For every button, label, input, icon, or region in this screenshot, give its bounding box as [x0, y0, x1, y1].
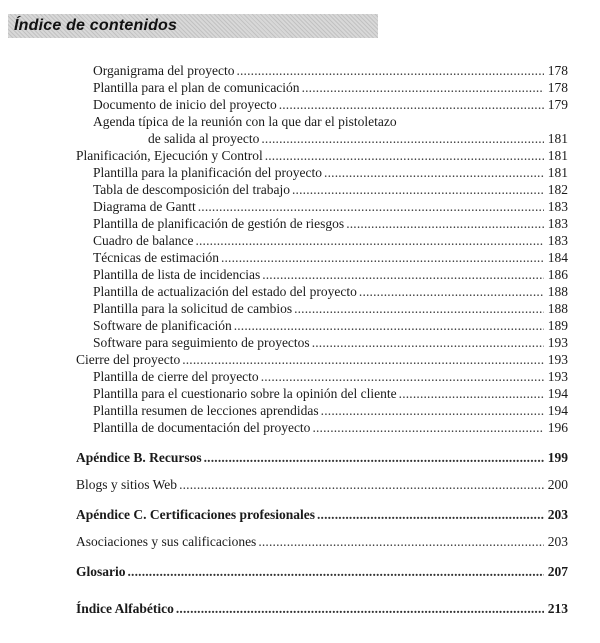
toc-entry-title: Software de planificación — [93, 318, 232, 333]
toc-entry-page: 193 — [547, 369, 568, 384]
toc-entry-title: Diagrama de Gantt — [93, 199, 196, 214]
toc-dot-leader — [321, 402, 544, 419]
toc-entry-title: Software para seguimiento de proyectos — [93, 335, 310, 350]
toc-dot-leader — [262, 266, 544, 283]
toc-entry-page: 200 — [547, 477, 568, 492]
toc-entry-documentacion-proyecto[interactable] — [76, 419, 568, 436]
toc-entry-title: Plantilla de documentación del proyecto — [93, 420, 311, 435]
toc-entry-lecciones-aprendidas[interactable] — [76, 402, 568, 419]
toc-entry-page: 183 — [547, 233, 568, 248]
toc-entry-diagrama-gantt[interactable] — [76, 198, 568, 215]
toc-entry-page: 188 — [547, 284, 568, 299]
toc-entry-title: Plantilla resumen de lecciones aprendidas — [93, 403, 319, 418]
toc-entry-page: 181 — [547, 148, 568, 163]
toc-dot-leader — [359, 283, 544, 300]
toc-entry-title: Apéndice B. Recursos — [76, 450, 202, 465]
toc-entry-title: Plantilla para la solicitud de cambios — [93, 301, 293, 316]
toc-entry-tecnicas-estimacion[interactable] — [76, 249, 568, 266]
toc-entry-title: Organigrama del proyecto — [93, 63, 235, 78]
toc-entry-page: 207 — [547, 564, 568, 579]
toc-entry-title: Plantilla para el cuestionario sobre la opinión del cliente — [93, 386, 397, 401]
toc-entry-title-line1: Agenda típica de la reunión con la que dar el pistoletazo — [93, 114, 397, 129]
toc-entry-tabla-descomposicion[interactable] — [76, 181, 568, 198]
toc-entry-agenda[interactable] — [76, 113, 568, 147]
toc-entry-gestion-riesgos[interactable] — [76, 215, 568, 232]
toc-entry-page: 193 — [547, 335, 568, 350]
toc-dot-leader — [279, 96, 544, 113]
toc-dot-leader — [265, 147, 544, 164]
toc-entry-page: 189 — [547, 318, 568, 333]
toc-dot-leader — [258, 533, 544, 550]
toc-dot-leader — [294, 300, 544, 317]
toc-entry-plantilla-planificacion[interactable] — [76, 164, 568, 181]
toc-dot-leader — [261, 368, 544, 385]
toc-dot-leader — [324, 164, 544, 181]
toc-entry-plan-comunicacion[interactable] — [76, 79, 568, 96]
toc-entry-title: Plantilla para el plan de comunicación — [93, 80, 300, 95]
toc-entry-title: Blogs y sitios Web — [76, 477, 178, 492]
toc-entry-page: 203 — [547, 507, 568, 522]
toc-entry-title: Asociaciones y sus calificaciones — [76, 534, 257, 549]
toc-entry-title: Tabla de descomposición del trabajo — [93, 182, 290, 197]
toc-dot-leader — [312, 419, 544, 436]
toc-entry-cuestionario-cliente[interactable] — [76, 385, 568, 402]
toc-entry-title: Apéndice C. Certificaciones profesionales — [76, 507, 315, 522]
toc-dot-leader — [182, 351, 544, 368]
toc-dot-leader — [302, 79, 544, 96]
toc-entry-page: 183 — [547, 216, 568, 231]
toc-entry-page: 186 — [547, 267, 568, 282]
toc-dot-leader — [221, 249, 544, 266]
toc-entry-asociaciones[interactable] — [76, 533, 568, 550]
toc-entry-title-line2: de salida al proyecto — [148, 131, 260, 146]
toc-entry-actualizacion-estado[interactable] — [76, 283, 568, 300]
toc-entry-title: Plantilla de actualización del estado del proyecto — [93, 284, 357, 299]
toc-entry-page: 182 — [547, 182, 568, 197]
toc-dot-leader — [236, 62, 544, 79]
toc-entry-page: 178 — [547, 63, 568, 78]
toc-entry-page: 199 — [547, 450, 568, 465]
toc-dot-leader — [234, 317, 544, 334]
toc-dot-leader — [179, 476, 544, 493]
toc-entry-page: 183 — [547, 199, 568, 214]
toc-entry-page: 181 — [547, 165, 568, 180]
toc-entry-page: 193 — [547, 352, 568, 367]
toc-entry-page: 184 — [547, 250, 568, 265]
toc-dot-leader — [204, 449, 544, 466]
toc-entry-organigrama[interactable] — [76, 62, 568, 79]
toc-entry-title: Plantilla para la planificación del proyecto — [93, 165, 323, 180]
toc-entry-page: 203 — [547, 534, 568, 549]
toc-entry-planificacion-ejecucion[interactable] — [76, 147, 568, 164]
toc-entry-title: Plantilla de cierre del proyecto — [93, 369, 259, 384]
toc-dot-leader — [261, 130, 544, 147]
toc-entry-page: 178 — [547, 80, 568, 95]
toc-dot-leader — [312, 334, 544, 351]
toc-entry-documento-inicio[interactable] — [76, 96, 568, 113]
toc-entry-title: Índice Alfabético — [76, 601, 174, 616]
toc-entry-cuadro-balance[interactable] — [76, 232, 568, 249]
toc-dot-leader — [195, 232, 544, 249]
toc-entry-blogs-sitios[interactable] — [76, 476, 568, 493]
toc-entry-title: Plantilla de lista de incidencias — [93, 267, 261, 282]
toc-entry-plantilla-cierre[interactable] — [76, 368, 568, 385]
toc-entry-page: 179 — [547, 97, 568, 112]
toc-dot-leader — [128, 563, 545, 580]
toc-entry-title: Plantilla de planificación de gestión de riesgos — [93, 216, 345, 231]
toc-dot-leader — [292, 181, 544, 198]
toc-entry-indice-alfabetico[interactable] — [76, 600, 568, 617]
toc-entry-apendice-c[interactable] — [76, 506, 568, 523]
toc-entry-solicitud-cambios[interactable] — [76, 300, 568, 317]
toc-entry-title: Técnicas de estimación — [93, 250, 219, 265]
toc-entry-page: 196 — [547, 420, 568, 435]
toc-entry-lista-incidencias[interactable] — [76, 266, 568, 283]
toc-dot-leader — [399, 385, 544, 402]
toc-entry-page: 194 — [547, 386, 568, 401]
toc-entry-cierre-proyecto[interactable] — [76, 351, 568, 368]
toc-entry-glosario[interactable] — [76, 563, 568, 580]
page-header-title: Índice de contenidos — [14, 17, 178, 34]
toc-dot-leader — [176, 600, 544, 617]
toc-entry-page: 181 — [547, 131, 568, 146]
toc-entry-software-planificacion[interactable] — [76, 317, 568, 334]
toc-entry-apendice-b[interactable] — [76, 449, 568, 466]
toc-entry-title: Cierre del proyecto — [76, 352, 181, 367]
toc-entry-title: Cuadro de balance — [93, 233, 194, 248]
toc-entry-title: Planificación, Ejecución y Control — [76, 148, 263, 163]
toc-entry-software-seguimiento[interactable] — [76, 334, 568, 351]
toc-entry-title: Documento de inicio del proyecto — [93, 97, 277, 112]
toc-entry-page: 213 — [547, 601, 568, 616]
toc-entry-title: Glosario — [76, 564, 126, 579]
toc-dot-leader — [198, 198, 544, 215]
toc-dot-leader — [317, 506, 544, 523]
table-of-contents — [76, 62, 568, 617]
toc-entry-page: 194 — [547, 403, 568, 418]
toc-dot-leader — [346, 215, 544, 232]
toc-entry-page: 188 — [547, 301, 568, 316]
